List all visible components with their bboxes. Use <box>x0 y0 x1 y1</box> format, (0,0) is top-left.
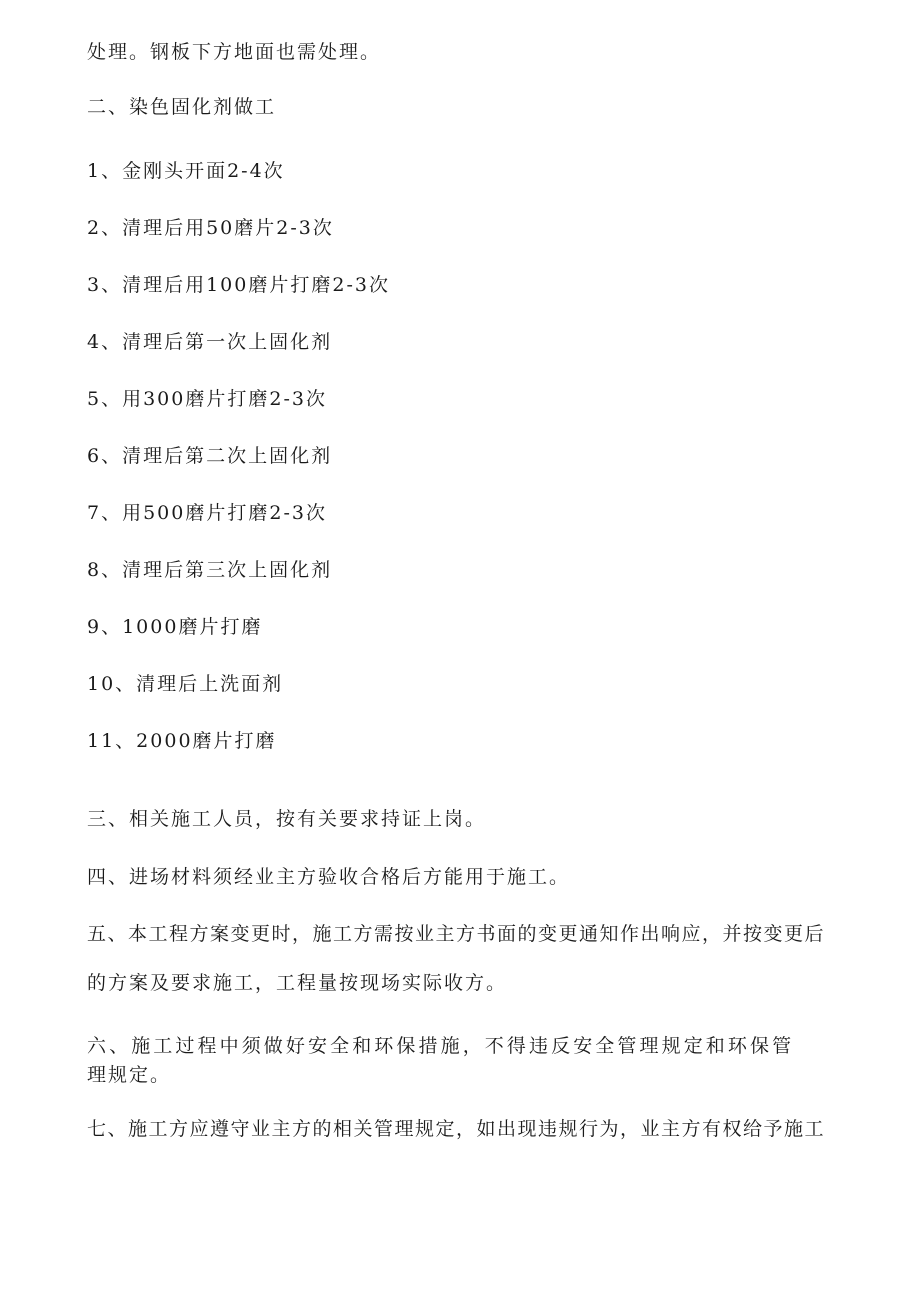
section-paragraph-continued: 的方案及要求施工，工程量按现场实际收方。 <box>87 972 508 994</box>
list-item: 7、用500磨片打磨2-3次 <box>87 502 327 524</box>
list-item: 9、1000磨片打磨 <box>87 616 263 638</box>
text-line: 处理。钢板下方地面也需处理。 <box>87 41 382 63</box>
section-paragraph: 六、施工过程中须做好安全和环保措施，不得违反安全管理规定和环保管 <box>87 1035 795 1057</box>
list-item: 2、清理后用50磨片2-3次 <box>87 217 334 239</box>
section-paragraph: 三、相关施工人员，按有关要求持证上岗。 <box>87 808 487 830</box>
list-item: 6、清理后第二次上固化剂 <box>87 445 333 467</box>
list-item: 5、用300磨片打磨2-3次 <box>87 388 327 410</box>
section-paragraph-continued: 理规定。 <box>87 1064 172 1086</box>
section-paragraph: 七、施工方应遵守业主方的相关管理规定，如出现违规行为，业主方有权给予施工 <box>87 1118 826 1140</box>
list-item: 3、清理后用100磨片打磨2-3次 <box>87 274 390 296</box>
list-item: 1、金刚头开面2-4次 <box>87 160 285 182</box>
list-item: 8、清理后第三次上固化剂 <box>87 559 333 581</box>
list-item: 11、2000磨片打磨 <box>87 730 277 752</box>
section-heading: 二、染色固化剂做工 <box>87 96 277 118</box>
list-item: 4、清理后第一次上固化剂 <box>87 331 333 353</box>
list-item: 10、清理后上洗面剂 <box>87 673 284 695</box>
section-paragraph: 五、本工程方案变更时，施工方需按业主方书面的变更通知作出响应，并按变更后 <box>87 923 826 945</box>
section-paragraph: 四、进场材料须经业主方验收合格后方能用于施工。 <box>87 866 571 888</box>
